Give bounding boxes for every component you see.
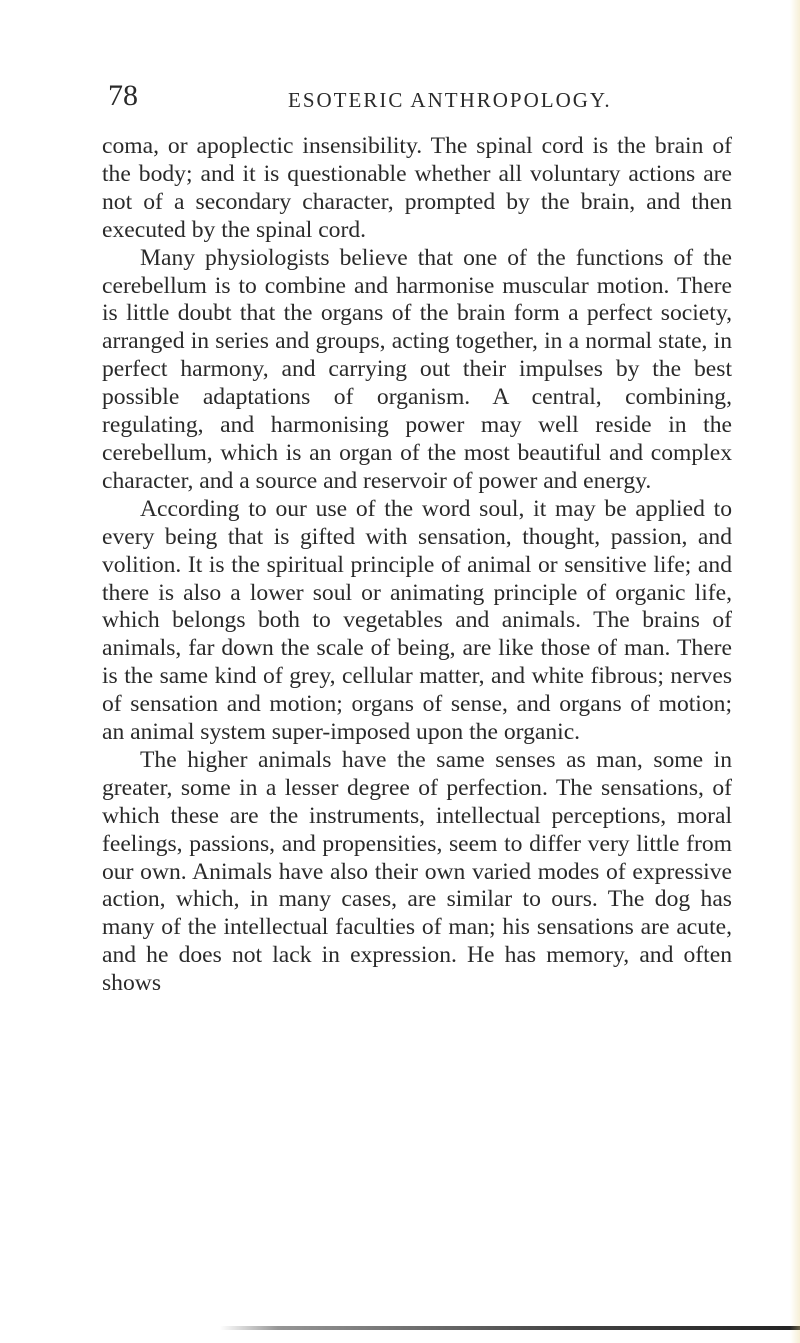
paragraph: coma, or apoplectic insensibility. The spinal cord is the brain of the body; and it is questionable whether all voluntary actions are not of a secondary character, prompted by the brain, and then executed by the spinal cord. — [102, 133, 732, 243]
running-head: ESOTERIC ANTHROPOLOGY. — [288, 88, 612, 112]
page-number: 78 — [108, 79, 138, 112]
page-bottom-edge — [220, 1326, 800, 1330]
page-header — [108, 80, 700, 120]
paragraph: Many physiologists believe that one of the functions of the cerebellum is to combine and harmonise muscular motion. There is little doubt that the organs of the brain form a perfect society, arranged in series and groups, acting together, in a normal state, in perfect harmony, and carrying out their impulses by the best possible adaptations of organism. A central, combining, regulating, and harmonising power may well reside in the cerebellum, which is an organ of the most beautiful and complex character, and a source and reservoir of power and energy. — [102, 244, 732, 494]
body-text — [102, 133, 732, 998]
page-right-edge — [790, 0, 800, 1343]
paragraph: The higher animals have the same senses as man, some in greater, some in a lesser degree of perfection. The sensations, of which these are the instruments, intellectual perceptions, moral feelings, passions, and propensities, seem to differ very little from our own. Animals have also their own varied modes of expressive action, which, in many cases, are similar to ours. The dog has many of the intellectual faculties of man; his sensations are acute, and he does not lack in expression. He has memory, and often shows — [102, 746, 732, 997]
paragraph: According to our use of the word soul, it may be applied to every being that is gifted with sensation, thought, passion, and volition. It is the spiritual principle of animal or sensitive life; and there is also a lower soul or animating principle of organic life, which belongs both to vegetables and animals. The brains of animals, far down the scale of being, are like those of man. There is the same kind of grey, cellular matter, and white fibrous; nerves of sensation and motion; organs of sense, and organs of motion; an animal system super-imposed upon the organic. — [102, 495, 732, 746]
